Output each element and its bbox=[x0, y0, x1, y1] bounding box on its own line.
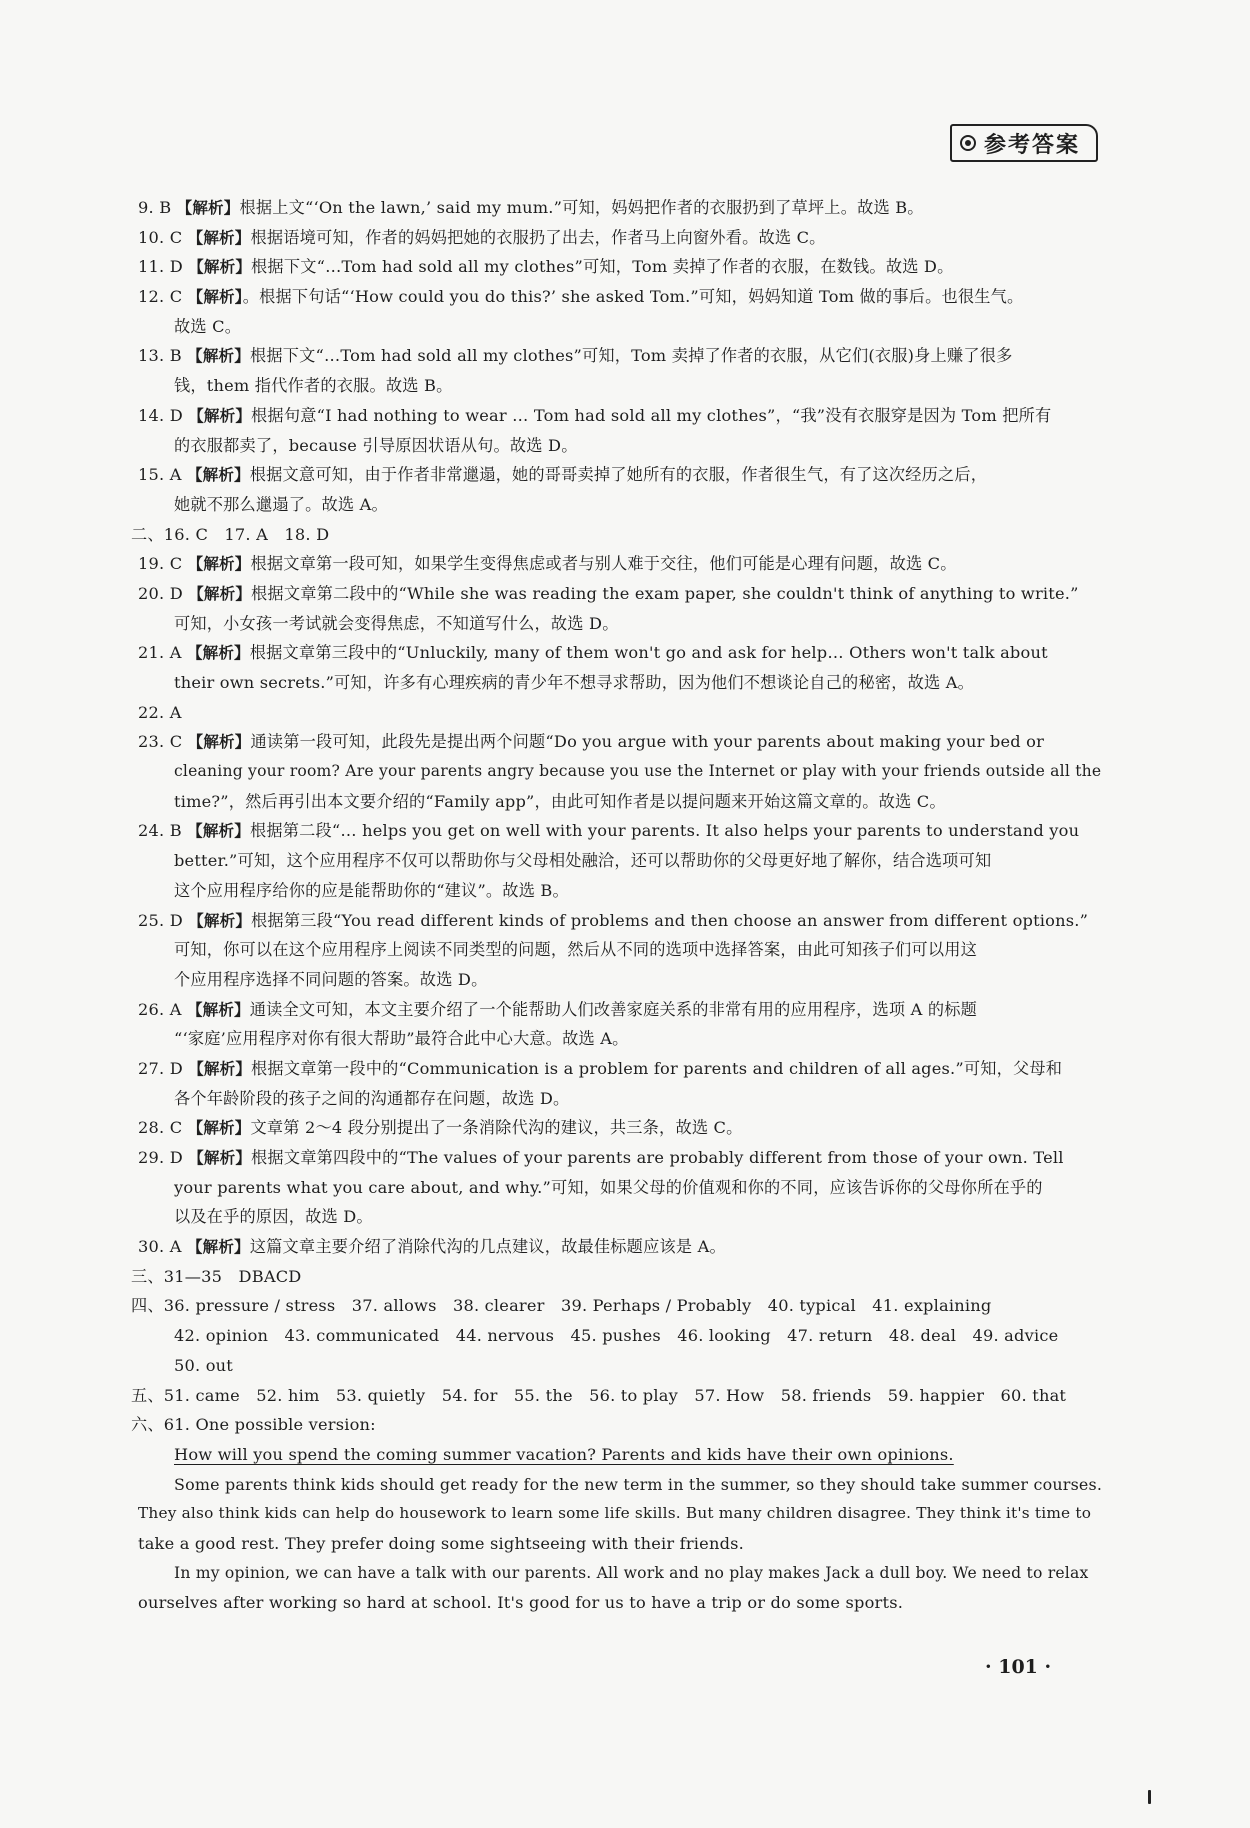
answer-text: 根据第二段“… helps you get on well with your parents. It also helps your parents to understand you bbox=[249, 821, 1080, 841]
answer-text: 钱，them 指代作者的衣服。故选 B。 bbox=[174, 376, 453, 396]
analysis-tag: 【解析】 bbox=[186, 644, 250, 663]
analysis-tag: 【解析】 bbox=[187, 1119, 251, 1138]
answer-number: 10. C bbox=[138, 227, 183, 247]
answer-text: 以及在乎的原因，故选 D。 bbox=[174, 1207, 373, 1227]
analysis-tag: 【解析】 bbox=[176, 199, 240, 217]
answer-number: 13. B bbox=[138, 346, 182, 366]
answer-line bbox=[138, 787, 1103, 817]
answer-line bbox=[138, 727, 1103, 757]
answer-line bbox=[138, 431, 1103, 461]
essay-line: In my opinion, we can have a talk with our parents. All work and no play makes Jack a dull boy. We need to relax bbox=[174, 1563, 1089, 1582]
answer-text: 42. opinion 43. communicated 44. nervous 45. pushes 46. looking 47. return 48. deal 49. advice bbox=[174, 1326, 1059, 1346]
answer-number: 五、51. came 52. him 53. quietly 54. for 55. the 56. to play 57. How 58. friends 59. happier 60. that bbox=[131, 1385, 1067, 1405]
answer-line bbox=[138, 609, 1103, 639]
answer-text: 她就不那么邋遢了。故选 A。 bbox=[174, 494, 388, 514]
answer-text: 50. out bbox=[174, 1355, 233, 1375]
answer-line bbox=[138, 995, 1103, 1025]
answer-text: 根据上文“‘On the lawn,’ said my mum.”可知，妈妈把作者的衣服扔到了草坪上。故选 B。 bbox=[239, 198, 924, 217]
answer-number: 25. D bbox=[138, 910, 183, 930]
answer-number: 14. D bbox=[138, 405, 183, 425]
answer-number: 11. D bbox=[138, 257, 183, 277]
answer-line bbox=[138, 1232, 1103, 1262]
answer-line bbox=[138, 1321, 1103, 1351]
answer-line bbox=[131, 1262, 1103, 1292]
answer-line bbox=[138, 1084, 1103, 1114]
essay-line: They also think kids can help do housework to learn some life skills. But many children disagree. They think it's time to bbox=[138, 1504, 1092, 1523]
page-number: · 101 · bbox=[985, 1656, 1052, 1678]
answer-line bbox=[131, 1291, 1103, 1321]
header-title: 参考答案 bbox=[984, 132, 1081, 158]
answer-text: cleaning your room? Are your parents angry because you use the Internet or play with your friends outside all the bbox=[174, 762, 1102, 781]
answer-line bbox=[138, 282, 1103, 312]
analysis-tag: 【解析】 bbox=[186, 1238, 250, 1257]
analysis-tag: 【解析】 bbox=[187, 733, 251, 752]
answer-line bbox=[138, 698, 1103, 728]
answer-line bbox=[138, 757, 1103, 787]
answer-number: 二、16. C 17. A 18. D bbox=[131, 524, 330, 544]
answer-line bbox=[138, 1024, 1103, 1054]
answer-text: better.”可知，这个应用程序不仅可以帮助你与父母相处融洽，还可以帮助你的父母更好地了解你，结合选项可知 bbox=[174, 851, 992, 871]
answer-text: time?”，然后再引出本文要介绍的“Family app”，由此可知作者是以提问题来开始这篇文章的。故选 C。 bbox=[174, 791, 946, 811]
answer-content bbox=[131, 193, 1103, 1618]
answer-text: 可知，你可以在这个应用程序上阅读不同类型的问题，然后从不同的选项中选择答案，由此可知孩子们可以用这 bbox=[174, 940, 977, 960]
answer-text: 个应用程序选择不同问题的答案。故选 D。 bbox=[174, 969, 488, 989]
answer-line bbox=[138, 965, 1103, 995]
analysis-tag: 【解析】 bbox=[188, 584, 252, 603]
answer-key-header bbox=[950, 124, 1098, 162]
analysis-tag: 【解析】 bbox=[188, 406, 252, 425]
answer-number: 15. A bbox=[138, 465, 182, 485]
answer-number: 三、31—35 DBACD bbox=[131, 1266, 302, 1286]
answer-number: 30. A bbox=[138, 1237, 182, 1257]
answer-text: 根据文章第三段中的“Unluckily, many of them won't go and ask for help… Others won't talk about bbox=[249, 643, 1048, 663]
answer-text: 各个年龄阶段的孩子之间的沟通都存在问题，故选 D。 bbox=[174, 1088, 570, 1108]
answer-text: 。根据下句话“‘How could you do this?’ she asked Tom.”可知，妈妈知道 Tom 做的事后。也很生气。 bbox=[242, 287, 1024, 307]
answer-line bbox=[138, 935, 1103, 965]
essay-line: Some parents think kids should get ready for the new term in the summer, so they should take summer courses. bbox=[174, 1474, 1103, 1494]
answer-line bbox=[138, 876, 1103, 906]
analysis-tag: 【解析】 bbox=[188, 911, 252, 930]
analysis-tag: 【解析】 bbox=[187, 347, 250, 366]
answer-number: 26. A bbox=[138, 999, 182, 1019]
answer-line bbox=[131, 1410, 1103, 1440]
answer-line bbox=[138, 193, 1103, 223]
answer-text: 根据句意“I had nothing to wear … Tom had sold all my clothes”，“我”没有衣服穿是因为 Tom 把所有 bbox=[251, 405, 1052, 425]
answer-line bbox=[138, 1351, 1103, 1381]
answer-number: 9. B bbox=[138, 198, 172, 217]
answer-text: 根据下文“…Tom had sold all my clothes”可知，Tom 卖掉了作者的衣服，从它们(衣服)身上赚了很多 bbox=[249, 346, 1013, 366]
answer-text: 根据下文“…Tom had sold all my clothes”可知，Tom 卖掉了作者的衣服，在数钱。故选 D。 bbox=[251, 257, 954, 277]
analysis-tag: 【解析】 bbox=[187, 288, 243, 307]
answer-text: 根据语境可知，作者的妈妈把她的衣服扔了出去，作者马上向窗外看。故选 C。 bbox=[250, 227, 826, 247]
answer-line bbox=[131, 520, 1103, 550]
answer-line bbox=[138, 341, 1103, 371]
answer-line bbox=[138, 816, 1103, 846]
answer-text: 根据文章第一段可知，如果学生变得焦虑或者与别人难于交往，他们可能是心理有问题，故选 C。 bbox=[250, 554, 957, 574]
target-circle-icon bbox=[960, 135, 976, 151]
answer-number: 29. D bbox=[138, 1148, 183, 1167]
answer-line bbox=[138, 668, 1103, 698]
answer-line bbox=[138, 906, 1103, 936]
answer-text: 根据文章第四段中的“The values of your parents are probably different from those of your own. Tell bbox=[251, 1148, 1064, 1167]
essay-line: take a good rest. They prefer doing some sightseeing with their friends. bbox=[138, 1533, 745, 1553]
answer-line bbox=[138, 223, 1103, 253]
answer-number: 20. D bbox=[138, 583, 183, 603]
answer-line bbox=[138, 312, 1103, 342]
answer-text: 通读第一段可知，此段先是提出两个问题“Do you argue with your parents about making your bed or bbox=[250, 732, 1045, 752]
answer-line bbox=[138, 252, 1103, 282]
analysis-tag: 【解析】 bbox=[188, 1059, 252, 1078]
analysis-tag: 【解析】 bbox=[187, 822, 250, 841]
answer-number: 23. C bbox=[138, 732, 183, 752]
answer-number: 24. B bbox=[138, 821, 182, 841]
answer-line bbox=[138, 460, 1103, 490]
analysis-tag: 【解析】 bbox=[187, 555, 251, 574]
answer-number: 27. D bbox=[138, 1058, 183, 1078]
answer-line bbox=[138, 490, 1103, 520]
answer-line bbox=[138, 401, 1103, 431]
answer-number: 六、61. One possible version: bbox=[131, 1415, 376, 1435]
answer-text: 可知，小女孩一考试就会变得焦虑，不知道写什么，故选 D。 bbox=[174, 613, 619, 633]
answer-line bbox=[131, 1381, 1103, 1411]
answer-number: 19. C bbox=[138, 554, 183, 574]
analysis-tag: 【解析】 bbox=[188, 1149, 252, 1167]
answer-line bbox=[138, 1054, 1103, 1084]
answer-line bbox=[138, 371, 1103, 401]
analysis-tag: 【解析】 bbox=[186, 466, 250, 485]
answer-text: 这个应用程序给你的应是能帮助你的“建议”。故选 B。 bbox=[174, 880, 569, 900]
answer-text: 这篇文章主要介绍了消除代沟的几点建议，故最佳标题应该是 A。 bbox=[249, 1237, 726, 1257]
answer-number: 12. C bbox=[138, 287, 183, 307]
answer-text: 根据第三段“You read different kinds of problems and then choose an answer from different options.” bbox=[251, 910, 1089, 930]
analysis-tag: 【解析】 bbox=[188, 258, 252, 277]
answer-text: 根据文章第一段中的“Communication is a problem for parents and children of all ages.”可知，父母和 bbox=[251, 1058, 1063, 1078]
answer-number: 22. A bbox=[138, 702, 182, 722]
answer-number: 四、36. pressure / stress 37. allows 38. clearer 39. Perhaps / Probably 40. typical 41. explaining bbox=[131, 1296, 992, 1316]
answer-text: 通读全文可知，本文主要介绍了一个能帮助人们改善家庭关系的非常有用的应用程序，选项 A 的标题 bbox=[249, 999, 978, 1019]
analysis-tag: 【解析】 bbox=[187, 228, 251, 247]
analysis-tag: 【解析】 bbox=[186, 1000, 250, 1019]
answer-text: your parents what you care about, and why.”可知，如果父母的价值观和你的不同，应该告诉你的父母你所在乎的 bbox=[174, 1177, 1043, 1197]
answer-number: 21. A bbox=[138, 643, 182, 663]
answer-text: “‘家庭’应用程序对你有很大帮助”最符合此中心大意。故选 A。 bbox=[174, 1029, 629, 1049]
answer-line bbox=[138, 1202, 1103, 1232]
answer-number: 28. C bbox=[138, 1118, 183, 1138]
answer-line bbox=[138, 549, 1103, 579]
answer-line bbox=[138, 846, 1103, 876]
essay-line: ourselves after working so hard at school. It's good for us to have a trip or do some sports. bbox=[138, 1593, 904, 1613]
answer-line bbox=[138, 1113, 1103, 1143]
answer-line bbox=[138, 579, 1103, 609]
answer-text: their own secrets.”可知，许多有心理疾病的青少年不想寻求帮助，因为他们不想谈论自己的秘密，故选 A。 bbox=[174, 673, 975, 692]
answer-text: 文章第 2～4 段分别提出了一条消除代沟的建议，共三条，故选 C。 bbox=[250, 1118, 743, 1138]
answer-text: 的衣服都卖了，because 引导原因状语从句。故选 D。 bbox=[174, 435, 578, 455]
margin-mark bbox=[1148, 1790, 1151, 1804]
answer-line bbox=[138, 1143, 1103, 1173]
essay-title: How will you spend the coming summer vacation? Parents and kids have their own opinions. bbox=[174, 1444, 954, 1464]
answer-line bbox=[138, 638, 1103, 668]
answer-text: 故选 C。 bbox=[174, 316, 242, 336]
answer-text: 根据文意可知，由于作者非常邋遢，她的哥哥卖掉了她所有的衣服，作者很生气，有了这次经历之后， bbox=[249, 465, 988, 485]
answer-text: 根据文章第二段中的“While she was reading the exam paper, she couldn't think of anything to write.” bbox=[251, 583, 1079, 603]
answer-line bbox=[138, 1173, 1103, 1203]
